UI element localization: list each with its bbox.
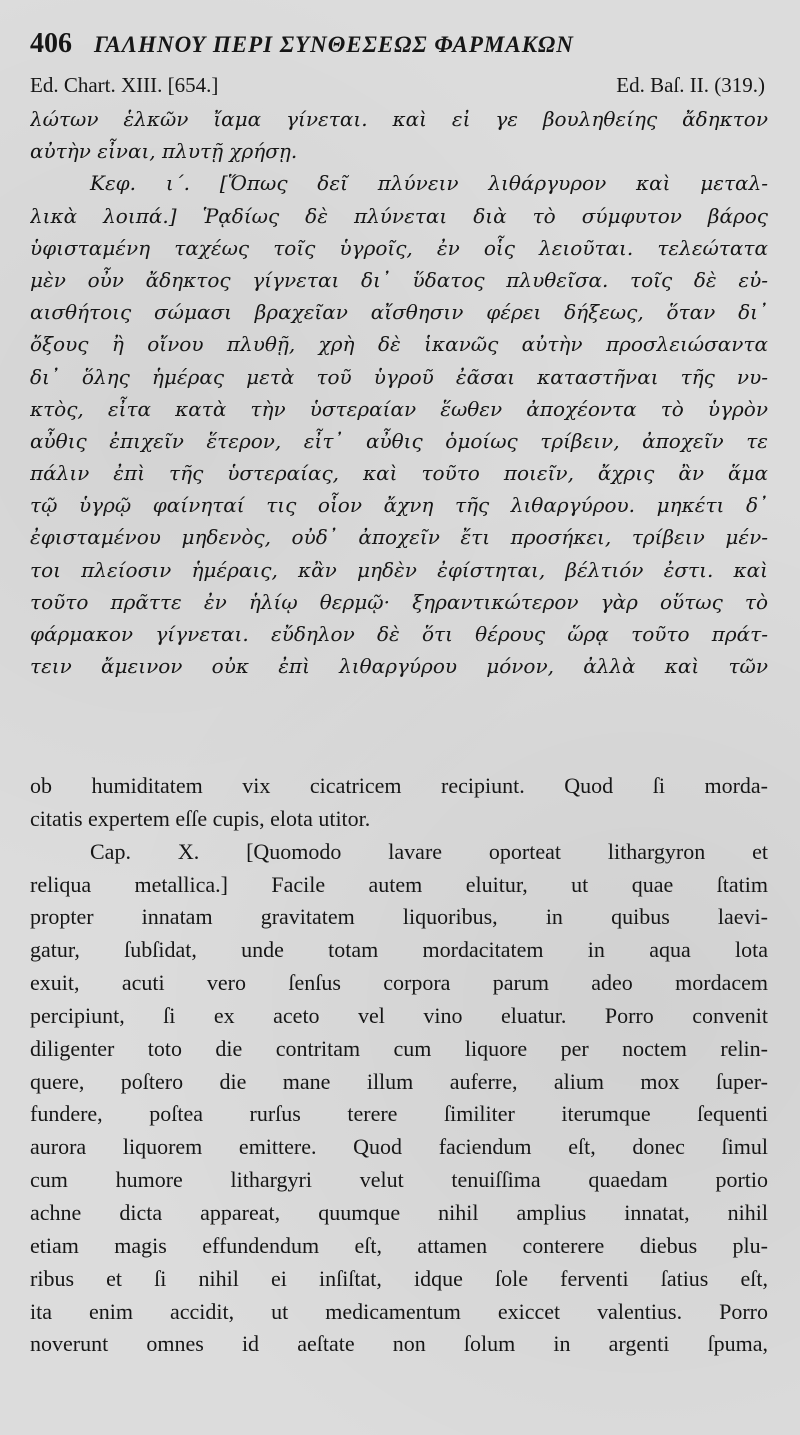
latin-line: quere, poſtero die mane illum auferre, alium mox ſuper- bbox=[30, 1068, 768, 1094]
edition-reference-right: Ed. Baſ. II. (319.) bbox=[616, 73, 765, 97]
latin-line: percipiunt, ſi ex aceto vel vino eluatur. Porro convenit bbox=[30, 1002, 768, 1028]
greek-line: τοι πλείοσιν ἡμέραις, κἂν μηδὲν ἐφίστηται, βέλτιόν ἐστι. καὶ bbox=[30, 557, 768, 582]
latin-line: reliqua metallica.] Facile autem eluitur, ut quae ſtatim bbox=[30, 871, 768, 897]
latin-line: aurora liquorem emittere. Quod faciendum eſt, donec ſimul bbox=[30, 1134, 768, 1160]
greek-line: ὑφισταμένη ταχέως τοῖς ὑγροῖς, ἐν οἷς λειοῦται. τελεώτατα bbox=[30, 235, 768, 260]
latin-line: citatis expertem eſſe cupis, elota utitor. bbox=[30, 805, 371, 831]
greek-line: αισθήτοις σώμασι βραχεῖαν αἴσθησιν φέρει δήξεως, ὅταν δι᾿ bbox=[30, 300, 768, 325]
greek-line: δι᾿ ὅλης ἡμέρας μετὰ τοῦ ὑγροῦ ἐᾶσαι καταστῆναι τῆς νυ- bbox=[30, 364, 768, 389]
greek-line: φάρμακον γίγνεται. εὔδηλον δὲ ὅτι θέρους ὥρᾳ τοῦτο πράτ- bbox=[30, 622, 768, 646]
greek-text-block bbox=[30, 103, 768, 682]
latin-line: ob humiditatem vix cicatricem recipiunt. Quod ſi morda- bbox=[30, 773, 768, 798]
greek-line: κτὸς, εἶτα κατὰ τὴν ὑστεραίαν ἕωθεν ἀποχέοντα τὸ ὑγρὸν bbox=[30, 396, 768, 421]
latin-line: ita enim accidit, ut medicamentum exiccet valentius. Porro bbox=[30, 1298, 768, 1324]
latin-line: achne dicta appareat, quumque nihil amplius innatat, nihil bbox=[30, 1199, 768, 1225]
greek-line: λικὰ λοιπά.] Ῥᾳδίως δὲ πλύνεται διὰ τὸ σύμφυτον βάρος bbox=[30, 203, 768, 228]
latin-line: ribus et ſi nihil ei inſiſtat, idque ſole ferventi ſatius eſt, bbox=[30, 1265, 768, 1291]
page-number: 406 bbox=[30, 28, 72, 59]
latin-line: diligenter toto die contritam cum liquore per noctem relin- bbox=[30, 1035, 768, 1061]
greek-chapter-heading-line: Κεφ. ι΄. [Ὅπως δεῖ πλύνειν λιθάργυρον καὶ μεταλ- bbox=[90, 171, 768, 196]
running-head bbox=[30, 28, 770, 68]
greek-line: μὲν οὖν ἄδηκτος γίγνεται δι᾿ ὕδατος πλυθεῖσα. τοῖς δὲ εὐ- bbox=[30, 267, 768, 292]
latin-chapter-heading-line: Cap. X. [Quomodo lavare oporteat lithargyron et bbox=[90, 838, 768, 864]
running-title: ΓΑΛΗΝΟΥ ΠΕΡΙ ΣΥΝΘΕΣΕΩΣ ΦΑΡΜΑΚΩΝ bbox=[94, 32, 574, 57]
edition-references bbox=[30, 73, 765, 98]
greek-line: ὄξους ἢ οἴνου πλυθῇ, χρὴ δὲ ἱκανῶς αὐτὴν προσλειώσαντα bbox=[30, 332, 768, 357]
latin-line: exuit, acuti vero ſenſus corpora parum adeo mordacem bbox=[30, 970, 768, 996]
latin-line: gatur, ſubſidat, unde totam mordacitatem in aqua lota bbox=[30, 937, 768, 963]
edition-reference-left: Ed. Chart. XIII. [654.] bbox=[30, 73, 219, 97]
greek-line: αὐτὴν εἶναι, πλυτῇ χρήσῃ. bbox=[30, 139, 298, 164]
greek-line: πάλιν ἐπὶ τῆς ὑστεραίας, καὶ τοῦτο ποιεῖν, ἄχρις ἂν ἅμα bbox=[30, 461, 768, 486]
latin-line: etiam magis effundendum eſt, attamen conterere diebus plu- bbox=[30, 1232, 768, 1258]
greek-line: αὖθις ἐπιχεῖν ἕτερον, εἶτ᾿ αὖθις ὁμοίως τρίβειν, ἀποχεῖν τε bbox=[30, 428, 768, 453]
latin-text-block bbox=[30, 770, 768, 1361]
latin-line: cum humore lithargyri velut tenuiſſima quaedam portio bbox=[30, 1167, 768, 1193]
greek-line: τῷ ὑγρῷ φαίνηταί τις οἷον ἄχνη τῆς λιθαργύρου. μηκέτι δ᾿ bbox=[30, 493, 768, 518]
greek-line: τοῦτο πρᾶττε ἐν ἡλίῳ θερμῷ· ξηραντικώτερον γὰρ οὕτως τὸ bbox=[30, 589, 768, 614]
greek-line: λώτων ἑλκῶν ἴαμα γίνεται. καὶ εἰ γε βουληθείης ἄδηκτον bbox=[30, 107, 768, 131]
greek-line: τειν ἄμεινον οὐκ ἐπὶ λιθαργύρου μόνον, ἀλλὰ καὶ τῶν bbox=[30, 654, 768, 679]
latin-line: propter innatam gravitatem liquoribus, in quibus laevi- bbox=[30, 904, 768, 930]
latin-line: fundere, poſtea rurſus terere ſimiliter iterumque ſequenti bbox=[30, 1101, 768, 1127]
latin-line: noverunt omnes id aeſtate non ſolum in argenti ſpuma, bbox=[30, 1331, 768, 1357]
greek-line: ἐφισταμένου μηδενὸς, οὐδ᾿ ἀποχεῖν ἔτι προσήκει, τρίβειν μέν- bbox=[30, 525, 768, 550]
